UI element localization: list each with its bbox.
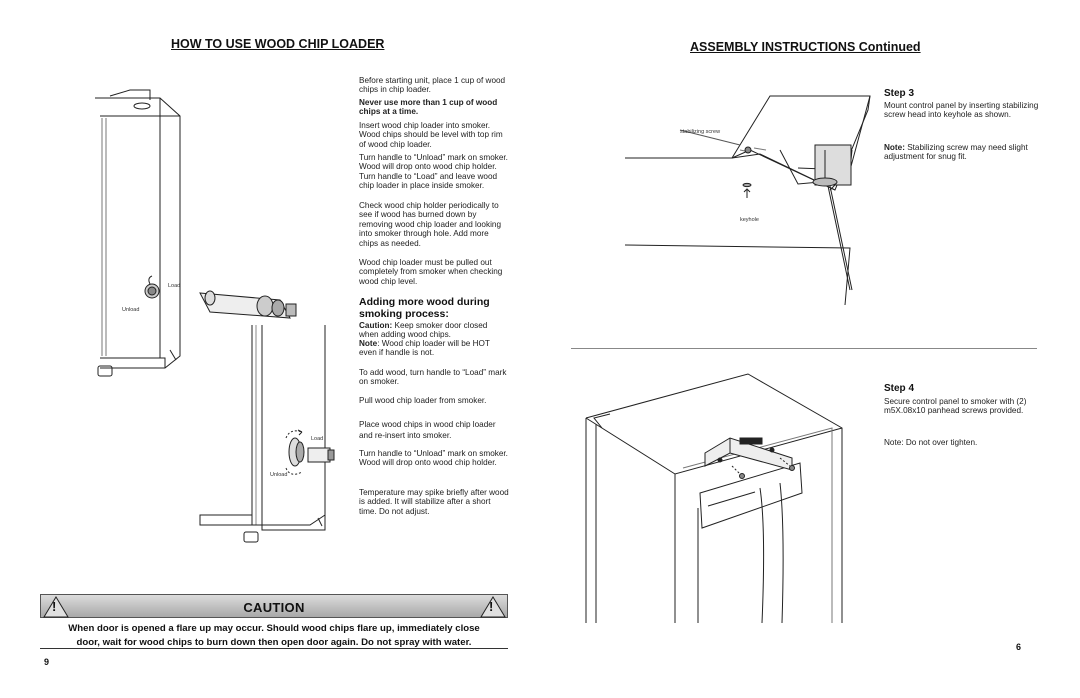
right-page-number: 6 — [1016, 642, 1022, 652]
fig1-unload-label: Unload — [122, 307, 140, 313]
insert-paragraph: Insert wood chip loader into smoker. Wood chips should be level with top rim of wood chip loader. — [359, 121, 503, 149]
section-divider — [571, 348, 1037, 349]
place-chips-paragraph: Place wood chips in wood chip loader and re-insert into smoker. — [359, 420, 496, 440]
left-page-heading: HOW TO USE WOOD CHIP LOADER — [171, 37, 385, 51]
caution-line-2: door, wait for wood chips to burn down then open door again. Do not spray with water. — [76, 637, 472, 648]
exclamation-left: ! — [52, 599, 57, 614]
left-page-number: 9 — [44, 657, 50, 667]
pull-loader-paragraph: Pull wood chip loader from smoker. — [359, 396, 487, 405]
pull-out-paragraph: Wood chip loader must be pulled out completely from smoker when checking wood chip level. — [359, 258, 503, 286]
note-hot-text: : Wood chip loader will be HOT even if handle is not. — [359, 339, 490, 358]
keyhole-label: keyhole — [740, 217, 759, 223]
caution-title: CAUTION — [243, 600, 305, 615]
caution-line-1: When door is opened a flare up may occur. Should wood chips flare up, immediately close — [68, 623, 480, 634]
note-hot-label: Note — [359, 339, 378, 348]
check-paragraph: Check wood chip holder periodically to see if wood has burned down by removing wood chip loader and looking into smoker through hole. Add more chips as needed. — [359, 201, 502, 248]
step3-text: Mount control panel by inserting stabilizing screw head into keyhole as shown. — [884, 101, 1039, 120]
turn-unload-paragraph-2: Turn handle to “Unload” mark on smoker. Wood will drop onto wood chip holder. — [359, 449, 508, 468]
step4-title: Step 4 — [884, 383, 915, 394]
caution-inline-label: Caution: — [359, 321, 393, 330]
fig2-load-label: Load — [311, 436, 324, 442]
stabilizing-screw-label: stabilizing screw — [680, 129, 721, 135]
caution-bar — [40, 594, 508, 618]
smoker-top-panel-illustration — [580, 368, 880, 623]
step3-title: Step 3 — [884, 88, 915, 99]
exclamation-right: ! — [489, 599, 494, 614]
step4-note: Note: Do not over tighten. — [884, 438, 978, 447]
step4-text: Secure control panel to smoker with (2) m5X.08x10 panhead screws provided. — [884, 397, 1027, 416]
caution-inline-text: Keep smoker door closed when adding wood chips. — [359, 321, 488, 340]
control-panel-mount-illustration — [620, 90, 880, 310]
warning-paragraph: Never use more than 1 cup of wood chips at a time. — [359, 98, 498, 117]
caution-text — [40, 622, 508, 650]
step3-note-label: Note: — [884, 143, 905, 152]
intro-paragraph: Before starting unit, place 1 cup of wood chips in chip loader. — [359, 76, 506, 95]
fig1-load-label: Load — [168, 283, 181, 289]
right-page-heading: ASSEMBLY INSTRUCTIONS Continued — [690, 40, 921, 54]
note-hot-paragraph — [359, 339, 509, 358]
smoker-door-illustration — [190, 320, 340, 550]
caution-underline — [40, 648, 508, 649]
add-wood-paragraph: To add wood, turn handle to “Load” mark on smoker. — [359, 368, 507, 387]
caution-inline-paragraph — [359, 321, 509, 340]
fig2-unload-label: Unload — [270, 472, 288, 478]
caution-box — [40, 594, 508, 652]
step3-note-text: Stabilizing screw may need slight adjustment for snug fit. — [884, 143, 1028, 162]
step3-note — [884, 143, 1044, 162]
temperature-paragraph: Temperature may spike briefly after wood is added. It will stabilize after a short time. Do not adjust. — [359, 488, 509, 516]
adding-wood-subheading: Adding more wood during smoking process: — [359, 296, 490, 320]
turn-unload-paragraph: Turn handle to “Unload” mark on smoker. Wood will drop onto wood chip holder. Turn handle to “Load” and leave wood chip loader in place inside smoker. — [359, 153, 508, 191]
